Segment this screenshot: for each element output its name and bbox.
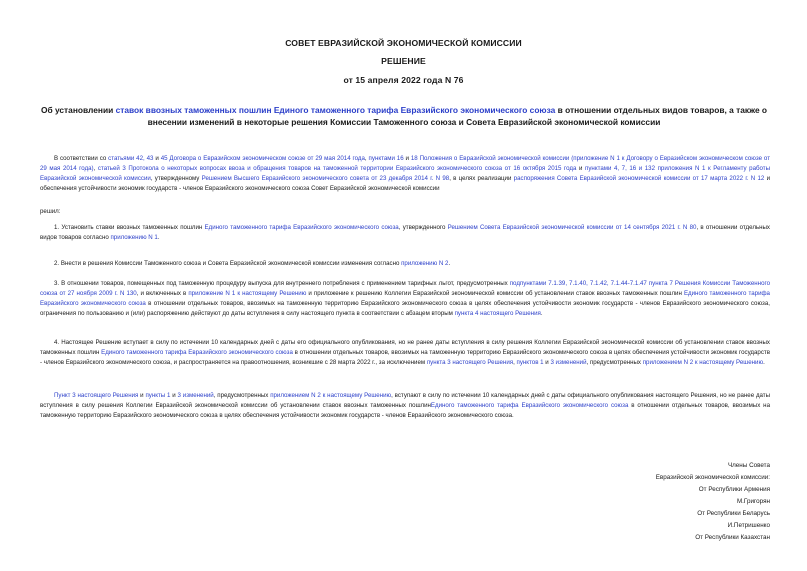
preamble-link[interactable]: распоряжения Совета Евразийской экономической комиссии от 17 марта 2022 г. N 12 — [513, 175, 765, 182]
signature-line: Евразийской экономической комиссии: — [655, 474, 770, 481]
clause-link[interactable]: приложением N 2 к настоящему Решению — [642, 359, 764, 366]
title-link-tariff[interactable]: ставок ввозных таможенных пошлин Единого таможенного тарифа Евразийского экономического союза — [115, 105, 556, 115]
preamble-text: , — [93, 165, 98, 172]
clause-text: . — [540, 310, 543, 317]
clause-text: . — [763, 359, 765, 366]
signature-name: М.Григорян — [736, 498, 770, 505]
preamble-paragraph — [40, 154, 770, 194]
preamble-link[interactable]: 18 Положения о Евразийской экономической комиссии (приложение N 1 к Договору о Евразийском экономическом союзе от 29 мая 2014 года) — [40, 155, 771, 172]
preamble-link[interactable]: пунктами 4, 7, 16 и 132 приложения N 1 к Регламенту работы Евразийской экономической комиссии — [40, 165, 771, 182]
clause-link[interactable]: Единого таможенного тарифа Евразийского экономического союза — [430, 402, 629, 409]
clause-text: в отношении отдельных товаров, ввозимых на таможенную территорию Евразийского экономического союза в целях обеспечения устойчивости экономик государств - членов Евразийского экономического союза. — [40, 402, 770, 419]
clause-link[interactable]: приложению N 1 — [110, 234, 158, 241]
clause-text: 1. Установить ставки ввозных таможенных пошлин — [54, 224, 205, 231]
clause-4 — [40, 338, 770, 368]
issuing-body: СОВЕТ ЕВРАЗИЙСКОЙ ЭКОНОМИЧЕСКОЙ КОМИССИИ — [285, 38, 522, 48]
preamble-text: и обеспечения устойчивости экономик государств - членов Евразийского экономического союза Совет Евразийской экономической комиссии — [40, 175, 770, 192]
clause-link[interactable]: приложением N 2 к настоящему Решению — [270, 392, 392, 399]
preamble-link[interactable]: статьями 42, 43 — [108, 155, 154, 162]
clause-link[interactable]: 3 изменений — [550, 359, 587, 366]
clause-text: 2. Внести в решения Комиссии Таможенного союза и Совета Евразийской экономической комиссии изменения согласно — [54, 260, 402, 267]
decided-label: решил: — [40, 208, 61, 215]
clause-link[interactable]: подпунктами 7.1.39, 7.1.40, 7.1.42, 7.1.44-7.1.47 пункта 7 Решения Комиссии Таможенного союза от 27 ноября 2009 г. N 130 — [40, 280, 770, 297]
preamble-link[interactable]: Решением Высшего Евразийского экономического совета от 23 декабря 2014 г. N 98 — [201, 175, 450, 182]
clause-link[interactable]: Единого таможенного тарифа Евразийского экономического союза — [204, 224, 399, 231]
clause-link[interactable]: Единого таможенного тарифа Евразийского экономического союза — [101, 349, 293, 356]
clause-4-second-paragraph — [40, 391, 770, 421]
clause-text: в отношении отдельных товаров, ввозимых на таможенную территорию Евразийского экономического союза в целях обеспечения устойчивости экономик государств - членов Евразийского экономического союза, и распространяется на правоотношения, возникшие с 28 марта 2022 г., за исключением — [40, 349, 770, 366]
clause-2 — [40, 259, 770, 269]
preamble-link[interactable]: 45 Договора о Евразийском экономическом союзе от 29 мая 2014 года — [160, 155, 365, 162]
clause-text: , — [513, 359, 517, 366]
signature-name: И.Петришенко — [727, 522, 770, 529]
preamble-text: и — [153, 155, 161, 162]
clause-link[interactable]: Пункт 3 настоящего Решения — [54, 392, 139, 399]
clause-3 — [40, 279, 770, 319]
title-text: Об установлении — [40, 105, 116, 115]
clause-link[interactable]: пункты 1 — [145, 392, 171, 399]
document-title — [40, 104, 768, 128]
clause-link[interactable]: 3 изменений — [177, 392, 214, 399]
signature-line: От Республики Казахстан — [695, 534, 770, 541]
preamble-link[interactable]: пунктами 16 — [368, 155, 404, 162]
preamble-text: , в целях реализации — [449, 175, 514, 182]
clause-link[interactable]: пункта 3 настоящего Решения — [426, 359, 514, 366]
clause-link[interactable]: приложение N 1 к настоящему Решению — [188, 290, 307, 297]
clause-text: и приложение к решению Коллегии Евразийской экономической комиссии об установлении ставок ввозных таможенных пошлин — [306, 290, 684, 297]
clause-link[interactable]: Решением Совета Евразийской экономической комиссии от 14 сентября 2021 г. N 80 — [447, 224, 697, 231]
document-type: РЕШЕНИЕ — [381, 56, 426, 66]
clause-text: , и включенных в — [136, 290, 189, 297]
clause-text: и — [170, 392, 178, 399]
title-text: в отношении отдельных видов товаров, а также о внесении изменений в некоторые решения Комиссии Таможенного союза и Совета Евразийской экономической комиссии — [147, 105, 768, 127]
preamble-text: , утвержденному — [150, 175, 202, 182]
clause-text: , утвержденного — [398, 224, 448, 231]
clause-text: , вступают в силу по истечении 10 календарных дней с даты официального опубликования настоящего Решения, но не ранее даты вступления в силу решения Коллегии Евразийской экономической комиссии об установлении ставок ввозных таможенных пошлин — [40, 392, 771, 409]
clause-text: и — [543, 359, 551, 366]
clause-link[interactable]: пункта 4 настоящего Решения — [454, 310, 541, 317]
clause-link[interactable]: приложению N 2 — [401, 260, 449, 267]
clause-text: , предусмотренных — [213, 392, 271, 399]
clause-text: и — [138, 392, 146, 399]
preamble-link[interactable]: статьей 3 Протокола о некоторых вопросах ввоза и обращения товаров на таможенной территории Евразийского экономического союза от 16 октября 2015 года — [97, 165, 577, 172]
clause-text: , в отношении отдельных видов товаров согласно — [40, 224, 770, 241]
clause-1 — [40, 223, 770, 243]
signature-line: От Республики Армения — [698, 486, 770, 493]
preamble-text: и — [403, 155, 411, 162]
document-date-number: от 15 апреля 2022 года N 76 — [343, 75, 464, 85]
clause-link[interactable]: пунктов 1 — [516, 359, 544, 366]
signature-line: Члены Совета — [727, 462, 770, 469]
clause-link[interactable]: Единого таможенного тарифа Евразийского экономического союза — [40, 290, 770, 307]
clause-text: . — [448, 260, 451, 267]
clause-text: 4. Настоящее Решение вступает в силу по истечении 10 календарных дней с даты его официального опубликования, но не ранее даты вступления в силу решения Коллегии Евразийской экономической комиссии об установлении ставок ввозных таможенных пошлин — [40, 339, 770, 356]
preamble-text: и — [576, 165, 586, 172]
clause-text: , предусмотренных — [586, 359, 643, 366]
signature-line: От Республики Беларусь — [697, 510, 770, 517]
clause-text: . — [157, 234, 160, 241]
preamble-text: , — [364, 155, 369, 162]
preamble-text: В соответствии со — [54, 155, 109, 162]
clause-text: 3. В отношении товаров, помещенных под таможенную процедуру выпуска для внутреннего потребления с применением тарифных льгот, предусмотренных — [54, 280, 510, 287]
clause-text: в отношении отдельных товаров, ввозимых на таможенную территорию Евразийского экономического союза в целях обеспечения устойчивости экономик государств - членов Евразийского экономического союза, ограничения по пользованию и (или) распоряжению действуют до даты вступления в силу настоящего пункта в соответствии с абзацем вторым — [40, 300, 770, 317]
